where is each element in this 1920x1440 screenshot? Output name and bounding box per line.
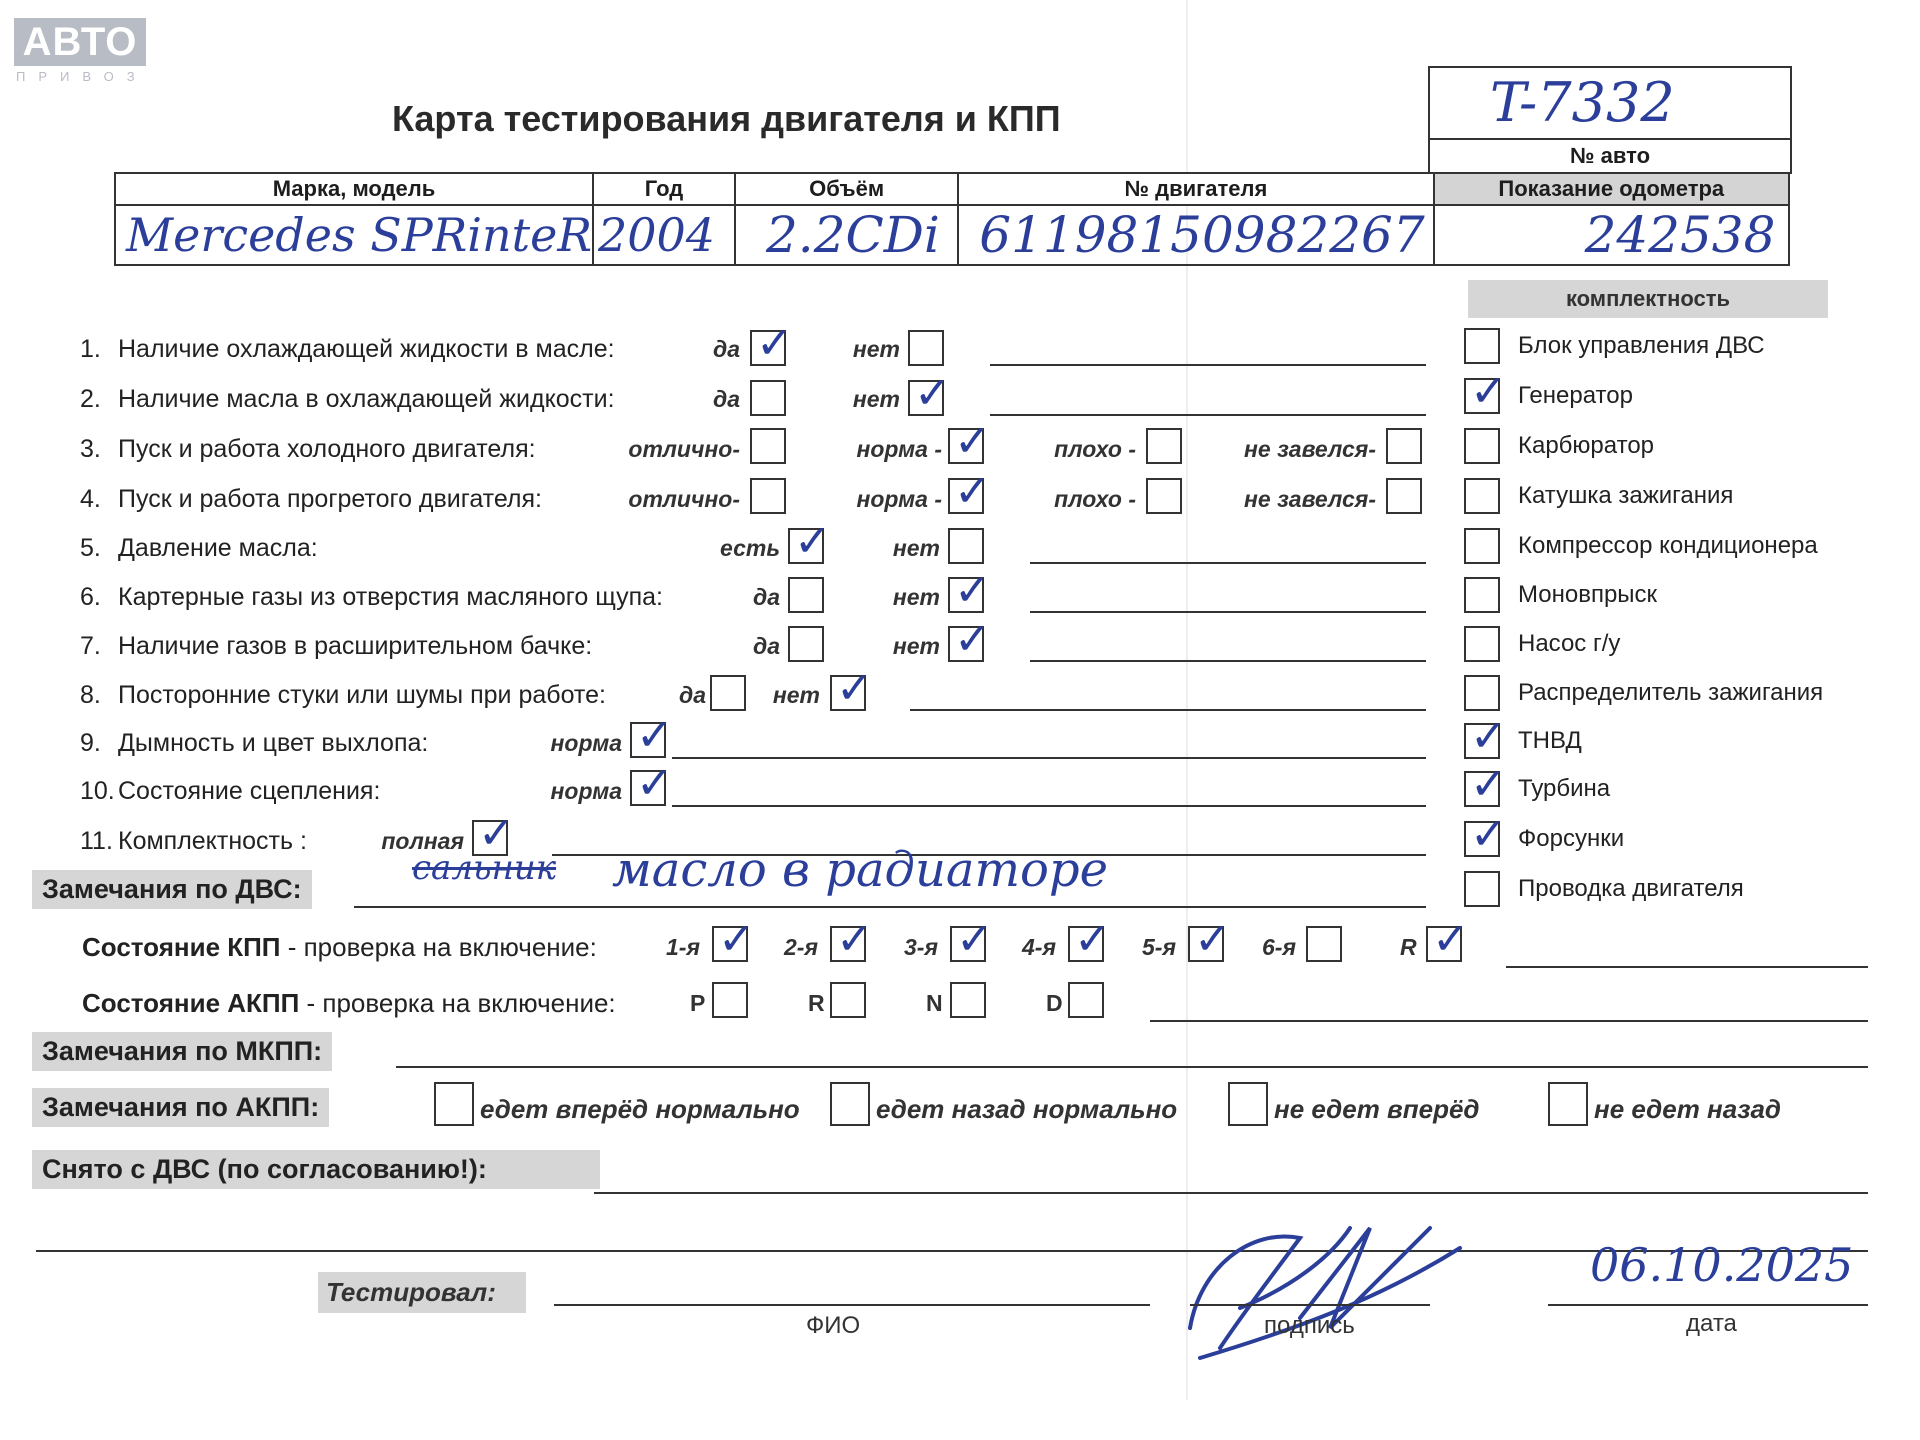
question-3: 3. Пуск и работа холодного двигателя:	[80, 435, 536, 463]
q4-opt-bad: плохо -	[1054, 486, 1136, 512]
q5-checkbox-no[interactable]	[948, 528, 984, 564]
completeness-label-turbo: Турбина	[1518, 775, 1611, 802]
q11-checkbox-full[interactable]: ✓	[472, 820, 508, 856]
q5-notes-line[interactable]	[1030, 562, 1426, 564]
kpp-gear-2-label: 2-я	[784, 934, 818, 960]
kpp-gear-2-checkbox[interactable]: ✓	[830, 926, 866, 962]
akpp-gear-d-checkbox[interactable]	[1068, 982, 1104, 1018]
q3-opt-normal: норма -	[856, 436, 942, 462]
completeness-checkbox-generator[interactable]: ✓	[1464, 378, 1500, 414]
completeness-checkbox-wiring[interactable]	[1464, 871, 1500, 907]
q7-opt-yes: да	[752, 633, 780, 659]
q4-opt-normal: норма -	[856, 486, 942, 512]
kpp-gear-r-label: R	[1400, 934, 1417, 960]
q1-checkbox-yes[interactable]: ✓	[750, 330, 786, 366]
akpp-gear-n-label: N	[926, 990, 943, 1016]
completeness-label-mono-injection: Моновпрыск	[1518, 581, 1658, 608]
question-2: 2. Наличие масла в охлаждающей жидкости:	[80, 385, 615, 413]
q3-opt-excellent: отлично-	[628, 436, 740, 462]
q1-notes-line[interactable]	[990, 364, 1426, 366]
akpp-remark-reverse-ok: едет назад нормально	[876, 1094, 1178, 1124]
completeness-label-generator: Генератор	[1518, 382, 1633, 409]
completeness-checkbox-turbo[interactable]: ✓	[1464, 771, 1500, 807]
akpp-remark-no-forward-checkbox[interactable]	[1228, 1082, 1268, 1126]
q7-checkbox-no[interactable]: ✓	[948, 626, 984, 662]
header-col-odometer: Показание одометра	[1434, 173, 1789, 205]
q4-checkbox-normal[interactable]: ✓	[948, 478, 984, 514]
q6-checkbox-yes[interactable]	[788, 577, 824, 613]
q8-opt-no: нет	[772, 682, 820, 708]
completeness-label-ignition-coil: Катушка зажигания	[1518, 482, 1734, 509]
header-value-volume[interactable]: 2.2CDi	[735, 205, 958, 265]
header-col-engine-no: № двигателя	[958, 173, 1433, 205]
q4-opt-nostart: не завелся-	[1244, 486, 1376, 512]
question-7: 7. Наличие газов в расширительном бачке:	[80, 632, 593, 660]
completeness-label-ac-compressor: Компрессор кондиционера	[1518, 532, 1818, 559]
q3-checkbox-normal[interactable]: ✓	[948, 428, 984, 464]
akpp-remark-forward-ok: едет вперёд нормально	[480, 1094, 800, 1124]
completeness-label-wiring: Проводка двигателя	[1518, 875, 1744, 902]
q4-opt-excellent: отлично-	[628, 486, 740, 512]
completeness-checkbox-distributor[interactable]	[1464, 675, 1500, 711]
completeness-label-ps-pump: Насос г/у	[1518, 630, 1621, 657]
question-6: 6. Картерные газы из отверстия масляного щупа:	[80, 583, 663, 611]
akpp-label: Состояние АКПП - проверка на включение:	[82, 988, 616, 1018]
q9-notes-line[interactable]	[672, 757, 1426, 759]
q7-notes-line[interactable]	[1030, 660, 1426, 662]
q9-opt-normal: норма	[550, 730, 622, 756]
q7-checkbox-yes[interactable]	[788, 626, 824, 662]
akpp-remark-no-reverse-checkbox[interactable]	[1548, 1082, 1588, 1126]
sign-caption: подпись	[1264, 1312, 1355, 1339]
akpp-remarks-label: Замечания по АКПП:	[32, 1088, 329, 1127]
logo-main: АВТО	[14, 18, 146, 66]
q10-opt-normal: норма	[550, 778, 622, 804]
completeness-label-carburetor: Карбюратор	[1518, 432, 1655, 459]
completeness-label-injection-pump: ТНВД	[1518, 727, 1582, 754]
logo-sub: ПРИВОЗ	[16, 69, 148, 84]
kpp-gear-6-label: 6-я	[1262, 934, 1296, 960]
akpp-gear-d-label: D	[1046, 990, 1063, 1016]
engine-remarks-label: Замечания по ДВС:	[32, 870, 312, 909]
mkpp-remarks-line[interactable]	[396, 1066, 1868, 1068]
question-11: 11. Комплектность :	[80, 827, 307, 855]
q10-notes-line[interactable]	[672, 805, 1426, 807]
header-value-model[interactable]: Mercedes SPRinteR	[115, 205, 593, 265]
completeness-label-injectors: Форсунки	[1518, 825, 1625, 852]
date-value[interactable]: 06.10.2025	[1590, 1238, 1854, 1292]
q5-opt-no: нет	[892, 535, 940, 561]
logo	[14, 18, 148, 84]
akpp-remark-reverse-ok-checkbox[interactable]	[830, 1082, 870, 1126]
q6-opt-yes: да	[752, 584, 780, 610]
question-9: 9. Дымность и цвет выхлопа:	[80, 729, 429, 757]
akpp-gear-r-checkbox[interactable]	[830, 982, 866, 1018]
q2-opt-yes: да	[712, 386, 740, 412]
kpp-gear-4-checkbox[interactable]: ✓	[1068, 926, 1104, 962]
auto-number-value: T-7332	[1490, 71, 1675, 134]
q2-checkbox-yes[interactable]	[750, 380, 786, 416]
question-1: 1. Наличие охлаждающей жидкости в масле:	[80, 335, 615, 363]
q8-checkbox-yes[interactable]	[710, 675, 746, 711]
q9-checkbox-normal[interactable]: ✓	[630, 722, 666, 758]
completeness-title: комплектность	[1468, 280, 1828, 318]
page-title: Карта тестирования двигателя и КПП	[392, 98, 1061, 139]
question-10: 10. Состояние сцепления:	[80, 777, 381, 805]
q3-opt-bad: плохо -	[1054, 436, 1136, 462]
completeness-checkbox-carburetor[interactable]	[1464, 428, 1500, 464]
q3-checkbox-nostart[interactable]	[1386, 428, 1422, 464]
akpp-gear-p-label: P	[690, 990, 706, 1016]
removed-line[interactable]	[594, 1192, 1868, 1194]
question-4: 4. Пуск и работа прогретого двигателя:	[80, 485, 542, 513]
q8-checkbox-no[interactable]: ✓	[830, 675, 866, 711]
tested-label: Тестировал:	[318, 1272, 526, 1313]
akpp-gear-r-label: R	[808, 990, 825, 1016]
completeness-label-distributor: Распределитель зажигания	[1518, 679, 1824, 706]
q5-opt-yes: есть	[720, 535, 780, 561]
kpp-gear-1-label: 1-я	[666, 934, 700, 960]
kpp-gear-5-checkbox[interactable]: ✓	[1188, 926, 1224, 962]
completeness-checkbox-ignition-coil[interactable]	[1464, 478, 1500, 514]
question-5: 5. Давление масла:	[80, 534, 318, 562]
q10-checkbox-normal[interactable]: ✓	[630, 770, 666, 806]
q1-opt-yes: да	[712, 336, 740, 362]
fio-line[interactable]	[554, 1304, 1150, 1306]
q5-checkbox-yes[interactable]: ✓	[788, 528, 824, 564]
completeness-label-ecu: Блок управления ДВС	[1518, 332, 1765, 359]
vehicle-header-table	[114, 172, 1790, 266]
fio-caption: ФИО	[806, 1312, 861, 1339]
sign-line[interactable]	[1190, 1304, 1430, 1306]
completeness-checkbox-ac-compressor[interactable]	[1464, 528, 1500, 564]
completeness-checkbox-injectors[interactable]: ✓	[1464, 821, 1500, 857]
akpp-gear-n-checkbox[interactable]	[950, 982, 986, 1018]
q4-checkbox-nostart[interactable]	[1386, 478, 1422, 514]
q11-opt-full: полная	[381, 828, 464, 854]
kpp-label: Состояние КПП - проверка на включение:	[82, 932, 597, 962]
date-line[interactable]	[1548, 1304, 1868, 1306]
q3-checkbox-bad[interactable]	[1146, 428, 1182, 464]
q8-opt-yes: да	[678, 682, 706, 708]
auto-number-label: № авто	[1430, 138, 1790, 172]
engine-remarks-struck: сальник	[412, 848, 557, 888]
engine-remarks-text[interactable]: масло в радиаторе	[612, 842, 1109, 898]
akpp-remark-forward-ok-checkbox[interactable]	[434, 1082, 474, 1126]
q1-checkbox-no[interactable]	[908, 330, 944, 366]
kpp-gear-r-checkbox[interactable]: ✓	[1426, 926, 1462, 962]
kpp-gear-5-label: 5-я	[1142, 934, 1176, 960]
q8-notes-line[interactable]	[910, 709, 1426, 711]
q6-opt-no: нет	[892, 584, 940, 610]
header-value-odometer[interactable]: 242538	[1434, 205, 1789, 265]
q4-checkbox-excellent[interactable]	[750, 478, 786, 514]
mkpp-remarks-label: Замечания по МКПП:	[32, 1032, 332, 1071]
auto-number-box	[1428, 66, 1792, 174]
signature-mark	[1180, 1208, 1470, 1368]
akpp-notes-line[interactable]	[1150, 1020, 1868, 1022]
completeness-checkbox-ecu[interactable]	[1464, 328, 1500, 364]
kpp-notes-line[interactable]	[1506, 966, 1868, 968]
q6-notes-line[interactable]	[1030, 611, 1426, 613]
q3-opt-nostart: не завелся-	[1244, 436, 1376, 462]
kpp-gear-4-label: 4-я	[1022, 934, 1056, 960]
question-8: 8. Посторонние стуки или шумы при работе:	[80, 681, 606, 709]
kpp-gear-6-checkbox[interactable]	[1306, 926, 1342, 962]
akpp-gear-p-checkbox[interactable]	[712, 982, 748, 1018]
kpp-gear-3-label: 3-я	[904, 934, 938, 960]
header-col-volume: Объём	[735, 173, 958, 205]
akpp-remark-no-reverse: не едет назад	[1594, 1094, 1782, 1124]
q7-opt-no: нет	[892, 633, 940, 659]
q2-opt-no: нет	[852, 386, 900, 412]
q1-opt-no: нет	[852, 336, 900, 362]
q3-checkbox-excellent[interactable]	[750, 428, 786, 464]
header-col-model: Марка, модель	[115, 173, 593, 205]
kpp-gear-3-checkbox[interactable]: ✓	[950, 926, 986, 962]
completeness-checkbox-mono-injection[interactable]	[1464, 577, 1500, 613]
q4-checkbox-bad[interactable]	[1146, 478, 1182, 514]
engine-remarks-line[interactable]	[354, 906, 1426, 908]
removed-label: Снято с ДВС (по согласованию!):	[32, 1150, 600, 1189]
q6-checkbox-no[interactable]: ✓	[948, 577, 984, 613]
akpp-remark-no-forward: не едет вперёд	[1274, 1094, 1480, 1124]
kpp-gear-1-checkbox[interactable]: ✓	[712, 926, 748, 962]
header-col-year: Год	[593, 173, 735, 205]
completeness-checkbox-injection-pump[interactable]: ✓	[1464, 723, 1500, 759]
q2-notes-line[interactable]	[990, 414, 1426, 416]
date-caption: дата	[1686, 1310, 1737, 1337]
q2-checkbox-no[interactable]: ✓	[908, 380, 944, 416]
completeness-checkbox-ps-pump[interactable]	[1464, 626, 1500, 662]
header-value-year[interactable]: 2004	[593, 205, 735, 265]
header-value-engine-no[interactable]: 61198150982267	[958, 205, 1433, 265]
